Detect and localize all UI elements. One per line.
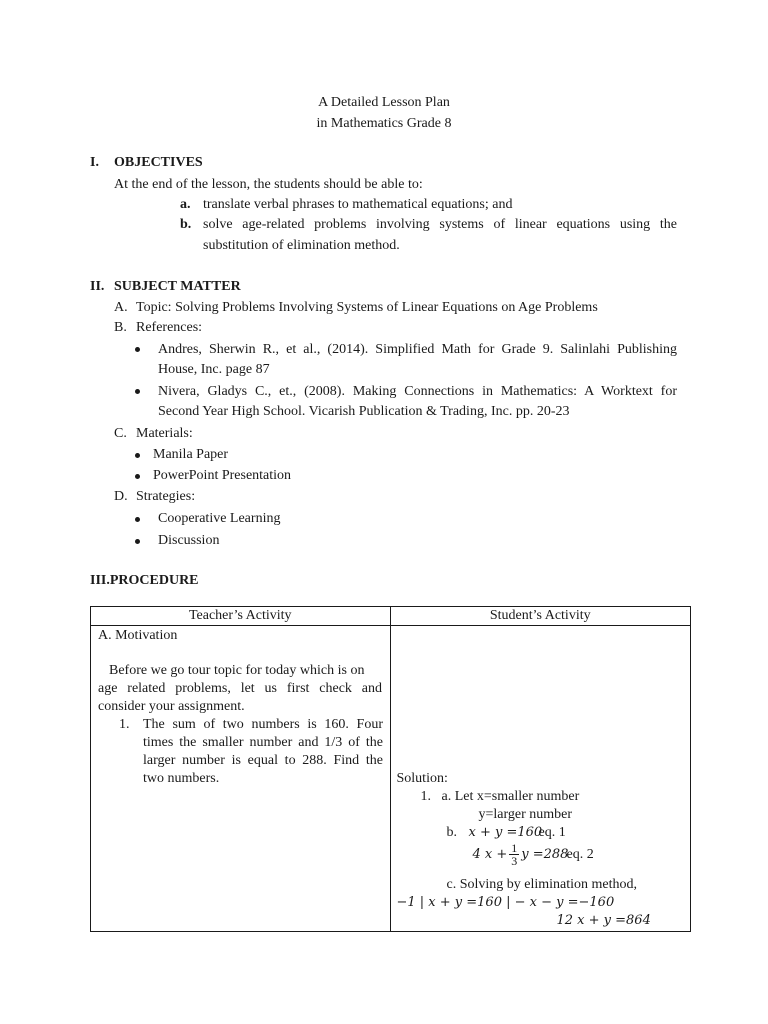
let-y-definition: y=larger number <box>478 807 573 822</box>
equation-2-right: y =288 <box>521 847 569 862</box>
solution-label: Solution: <box>396 771 448 786</box>
teacher-item-line2: times the smaller number and 1/3 of the <box>143 735 383 750</box>
material-item: PowerPoint Presentation <box>153 468 292 483</box>
elimination-step-1: −1 | x + y =160 | − x − y =−160 <box>396 895 615 910</box>
strategy-item: Cooperative Learning <box>158 511 281 526</box>
student-column-header: Student’s Activity <box>390 607 691 626</box>
equation-2-left: 4 x + <box>472 847 508 862</box>
subject-matter-heading: SUBJECT MATTER <box>114 279 241 294</box>
objective-b-text-line1: solve age-related problems involving systems of linear equations using the <box>203 217 677 232</box>
equation-1: x + y =160 <box>468 825 543 840</box>
objective-b-text-line2: substitution of elimination method. <box>203 238 400 253</box>
material-item: Manila Paper <box>153 447 229 462</box>
bullet-icon <box>135 517 140 522</box>
teacher-item-line1: The sum of two numbers is 160. Four <box>143 717 383 732</box>
teacher-paragraph-line2: age related problems, let us first check and <box>98 681 382 696</box>
teacher-column-header: Teacher’s Activity <box>91 607 391 626</box>
reference-2-line2: Second Year High School. Vicarish Publication & Trading, Inc. pp. 20-23 <box>158 404 570 419</box>
reference-1-line1: Andres, Sherwin R., et al., (2014). Simplified Math for Grade 9. Salinlahi Publishing <box>158 342 677 357</box>
materials-letter: C. <box>114 426 127 441</box>
strategy-item: Discussion <box>158 533 220 548</box>
objective-a-letter: a. <box>180 197 191 212</box>
procedure-table <box>90 606 691 932</box>
strategies-label: Strategies: <box>136 489 196 504</box>
teacher-item-line4: two numbers. <box>143 771 220 786</box>
teacher-paragraph-line3: consider your assignment. <box>98 699 245 714</box>
equation-1-tag: eq. 1 <box>538 825 566 840</box>
objective-a-text: translate verbal phrases to mathematical equations; and <box>203 197 513 212</box>
objective-b-letter: b. <box>180 217 192 232</box>
document-title: A Detailed Lesson Plan <box>318 95 450 110</box>
subject-matter-numeral: II. <box>90 279 105 294</box>
fraction-denominator: 3 <box>511 854 518 869</box>
reference-2-line1: Nivera, Gladys C., et., (2008). Making Connections in Mathematics: A Worktext for <box>158 384 677 399</box>
teacher-item-number: 1. <box>119 717 130 732</box>
bullet-icon <box>135 347 140 352</box>
references-letter: B. <box>114 320 127 335</box>
bullet-icon <box>135 539 140 544</box>
reference-1-line2: House, Inc. page 87 <box>158 362 270 377</box>
step-b-letter: b. <box>446 825 457 840</box>
teacher-item-line3: larger number is equal to 288. Find the <box>143 753 383 768</box>
bullet-icon <box>135 389 140 394</box>
objectives-intro: At the end of the lesson, the students should be able to: <box>114 177 423 192</box>
document-subtitle: in Mathematics Grade 8 <box>316 116 452 131</box>
teacher-paragraph-line1: Before we go tour topic for today which is on <box>109 663 365 678</box>
teacher-activity-cell <box>91 626 391 932</box>
elimination-step-2: 12 x + y =864 <box>556 913 651 928</box>
solution-number: 1. <box>420 789 431 804</box>
fraction-numerator: 1 <box>511 841 518 856</box>
objectives-numeral: I. <box>90 155 99 170</box>
equation-2-tag: eq. 2 <box>566 847 594 862</box>
let-x-definition: a. Let x=smaller number <box>441 789 580 804</box>
student-activity-cell <box>390 626 691 932</box>
references-label: References: <box>136 320 203 335</box>
strategies-letter: D. <box>114 489 128 504</box>
procedure-heading: III.PROCEDURE <box>90 573 199 588</box>
topic-text: Topic: Solving Problems Involving Systems of Linear Equations on Age Problems <box>136 300 598 315</box>
bullet-icon <box>135 453 140 458</box>
bullet-icon <box>135 474 140 479</box>
table-row <box>91 626 691 932</box>
equation-2 <box>473 840 569 870</box>
motivation-section-label: A. Motivation <box>98 628 178 643</box>
step-c-label: c. Solving by elimination method, <box>446 877 638 892</box>
fraction-one-third <box>509 842 519 867</box>
objectives-heading: OBJECTIVES <box>114 155 203 170</box>
materials-label: Materials: <box>136 426 193 441</box>
table-header-row <box>91 607 691 626</box>
topic-letter: A. <box>114 300 128 315</box>
